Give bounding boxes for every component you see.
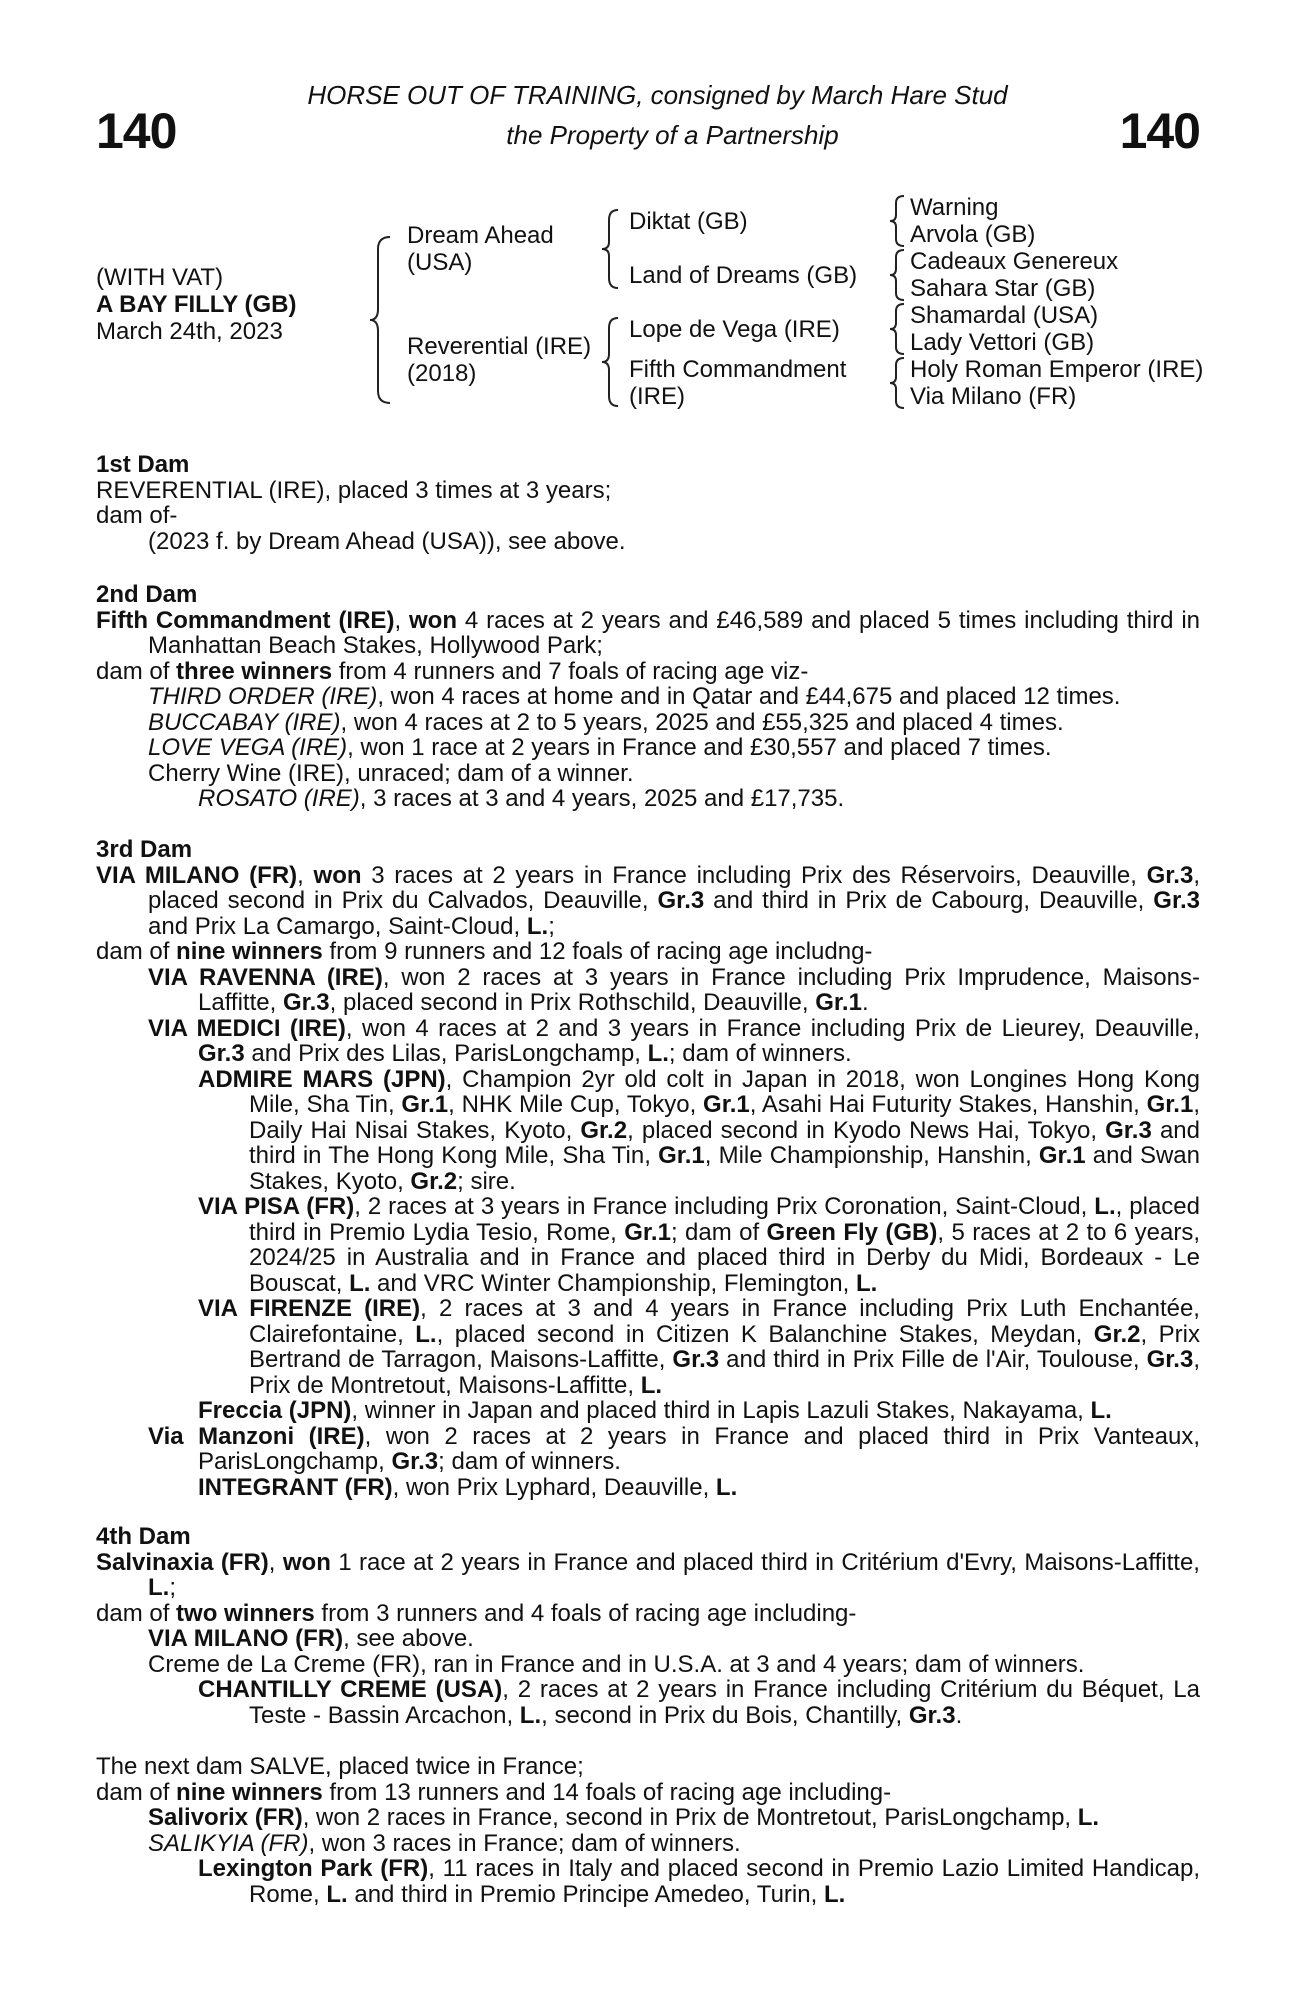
text: ;: [169, 1574, 176, 1601]
lot-number-right: 140: [1119, 103, 1200, 159]
grade: Gr.1: [401, 1091, 449, 1118]
text: , won 3 races in France; dam of winners.: [308, 1829, 741, 1857]
pedigree-dd: [629, 356, 846, 410]
text: , Champion 2yr old colt in Japan in 2018, won Longines Hong Kong Mile, Sha Tin,: [249, 1065, 1200, 1118]
grade: Gr.1: [624, 1218, 671, 1246]
pedigree-sss: Warning: [910, 194, 999, 221]
winners-count: nine winners: [176, 938, 323, 965]
progeny-name: Lexington Park (FR): [198, 1855, 429, 1882]
winners-count: nine winners: [176, 1778, 323, 1806]
pedigree-ss: Diktat (GB): [629, 208, 748, 235]
dam-of-suffix: from 13 runners and 14 foals of racing age including-: [329, 1778, 892, 1806]
text: , placed second in Citizen K Balanchine Stakes, Meydan,: [436, 1320, 1094, 1348]
pedigree-ssd: Arvola (GB): [910, 221, 1036, 248]
progeny-via-firenze: [96, 1296, 1200, 1398]
dam-of-suffix: from 9 runners and 12 foals of racing age includng-: [329, 938, 873, 965]
text: .: [861, 989, 869, 1016]
grade: L.: [1090, 1397, 1112, 1424]
text: , won 2 races in France, second in Prix de Montretout, ParisLongchamp,: [302, 1804, 1078, 1831]
progeny-name: VIA MEDICI (IRE): [148, 1014, 346, 1042]
third-dam-won: won: [313, 861, 362, 889]
brace-sire: [600, 208, 622, 290]
text: , placed second in Kyodo News Hai, Tokyo,: [627, 1116, 1106, 1144]
second-dam-entry: Fifth Commandment (IRE), won 4 races at 2 years and £46,589 and placed 5 times including third in Manhattan Beach Stakes, Hollywood Park;: [96, 606, 1201, 659]
progeny-name: LOVE VEGA (IRE): [148, 734, 348, 761]
progeny-name: VIA RAVENNA (IRE): [148, 963, 383, 991]
text: and Prix La Camargo, Saint-Cloud,: [148, 912, 527, 940]
progeny-via-milano: [96, 1626, 1200, 1652]
brace-dd: [888, 356, 908, 410]
text: , second in Prix du Bois, Chantilly,: [541, 1701, 909, 1729]
progeny-name: BUCCABAY (IRE): [148, 708, 341, 736]
progeny-name: VIA FIRENZE (IRE): [198, 1295, 421, 1322]
dam-name: Reverential (IRE): [407, 333, 592, 360]
first-dam-title: 1st Dam: [96, 451, 190, 478]
dam-of-prefix: dam of: [96, 1778, 170, 1806]
progeny-via-ravenna: [96, 965, 1200, 1016]
dam-of-prefix: dam of: [96, 657, 170, 685]
progeny-name: ADMIRE MARS (JPN): [198, 1065, 446, 1093]
progeny-name: Freccia (JPN): [198, 1397, 352, 1424]
second-dam-won: won: [409, 606, 458, 634]
progeny-name: VIA MILANO (FR): [148, 1625, 344, 1652]
subject-vat: (WITH VAT): [96, 264, 224, 291]
progeny-lexington-park: [96, 1856, 1200, 1907]
brace-main: [368, 235, 396, 405]
progeny-name: VIA PISA (FR): [198, 1193, 355, 1220]
text: , winner in Japan and placed third in Lapis Lazuli Stakes, Nakayama,: [351, 1397, 1091, 1424]
progeny-creme-de-la-creme: Creme de La Creme (FR), ran in France and in U.S.A. at 3 and 4 years; dam of winners.: [148, 1650, 1085, 1678]
dd-country: (IRE): [629, 383, 685, 410]
grade: L.: [647, 1040, 669, 1067]
progeny-name: Salivorix (FR): [148, 1804, 303, 1831]
dam-of-prefix: dam of: [96, 1599, 170, 1627]
text: , Prix Bertrand de Tarragon, Maisons-Laffitte,: [249, 1320, 1201, 1373]
second-dam-desc: 4 races at 2 years and £46,589 and placed 5 times including third in Manhattan Beach Stakes, Hollywood Park;: [148, 606, 1201, 659]
second-dam-of: [96, 659, 1200, 685]
progeny-name: ROSATO (IRE): [198, 785, 360, 812]
text: , won Prix Lyphard, Deauville,: [392, 1473, 716, 1501]
progeny-name: CHANTILLY CREME (USA): [198, 1676, 503, 1703]
progeny-rosato: [96, 786, 1200, 812]
text: , see above.: [343, 1625, 474, 1652]
next-dam-line1: The next dam SALVE, placed twice in France;: [96, 1753, 584, 1780]
text: ;: [548, 912, 555, 940]
grade: Gr.1: [815, 989, 862, 1016]
winners-count: three winners: [176, 657, 333, 685]
progeny-freccia: [96, 1398, 1200, 1424]
text: and third in Premio Principe Amedeo, Turin,: [347, 1880, 824, 1908]
text: , Mile Championship, Hanshin,: [704, 1142, 1039, 1169]
grade: Gr.3: [1146, 1346, 1194, 1373]
text: and VRC Winter Championship, Flemington,: [370, 1269, 856, 1297]
text: , 5 races at 2 to 6 years, 2024/25 in Australia and in France and placed third in Derby du Midi, Bordeaux - Le Bouscat,: [249, 1218, 1201, 1297]
grade: Gr.1: [1146, 1091, 1194, 1118]
pedigree-sds: Cadeaux Genereux: [910, 248, 1119, 275]
third-dam-name: VIA MILANO (FR): [96, 861, 298, 889]
fourth-dam-section: [96, 1524, 1200, 1728]
text: .: [955, 1701, 963, 1729]
grade: Gr.1: [1038, 1142, 1086, 1169]
text: , Daily Hai Nisai Stakes, Kyoto,: [249, 1091, 1200, 1144]
dd-name: Fifth Commandment: [629, 356, 847, 383]
pedigree-sire: [407, 222, 554, 276]
subject-foaled: March 24th, 2023: [96, 318, 283, 345]
grade: L.: [640, 1371, 663, 1399]
progeny-integrant: [96, 1475, 1200, 1501]
grade: Gr.3: [1105, 1116, 1152, 1144]
subject-name: A BAY FILLY (GB): [96, 291, 297, 318]
fourth-dam-entry: Salvinaxia (FR), won 1 race at 2 years in France and placed third in Critérium d'Evry, Maisons-Laffitte, L.;: [96, 1548, 1200, 1601]
text: and third in Prix de Cabourg, Deauville,: [704, 887, 1154, 914]
pedigree-sd: Land of Dreams (GB): [629, 262, 858, 289]
text: ; dam of winners.: [668, 1040, 852, 1067]
text: , 2 races at 3 and 4 years in France including Prix Luth Enchantée, Clairefontaine,: [249, 1295, 1200, 1348]
fourth-dam-title: 4th Dam: [96, 1523, 191, 1550]
progeny-cherry-wine: Cherry Wine (IRE), unraced; dam of a winner.: [148, 759, 634, 787]
progeny-name: SALIKYIA (FR): [148, 1829, 309, 1857]
sire-name: Dream Ahead: [407, 222, 554, 249]
second-dam-section: [96, 582, 1200, 812]
grade: L.: [349, 1269, 371, 1297]
progeny-via-pisa: [96, 1194, 1200, 1296]
grade: L.: [715, 1473, 738, 1501]
next-dam-of: [96, 1780, 1200, 1806]
progeny-salikyia: [96, 1831, 1200, 1857]
second-dam-name: Fifth Commandment (IRE): [96, 606, 395, 634]
progeny-buccabay: [96, 710, 1200, 736]
grade: Gr.3: [1146, 861, 1194, 889]
grade: Gr.3: [657, 887, 705, 914]
grade: L.: [326, 1880, 348, 1908]
pedigree-dsd: Lady Vettori (GB): [910, 329, 1095, 356]
grade: Gr.2: [410, 1167, 458, 1195]
brace-sd: [888, 248, 908, 302]
text: ; dam of: [670, 1218, 767, 1246]
text: and third in The Hong Kong Mile, Sha Tin,: [249, 1116, 1200, 1169]
text: and third in Prix Fille de l'Air, Toulouse,: [719, 1346, 1147, 1373]
header-consignor: HORSE OUT OF TRAINING, consigned by March Hare Stud: [307, 80, 1008, 110]
third-dam-entry: VIA MILANO (FR), won 3 races at 2 years in France including Prix des Réservoirs, Deauville, Gr.3, placed second in Prix du Calvados, Deauville, Gr.3 and third in Prix de Cabourg, Deauville, Gr.3 and Prix La Camargo, Saint-Cloud, L.;: [96, 861, 1200, 940]
grade: L.: [1094, 1193, 1116, 1220]
pedigree-ds: Lope de Vega (IRE): [629, 316, 840, 343]
grade: Gr.2: [580, 1116, 628, 1144]
fourth-dam-won: won: [282, 1548, 331, 1576]
fourth-dam-name: Salvinaxia (FR): [96, 1548, 269, 1576]
grade: L.: [148, 1574, 170, 1601]
fourth-dam-of: [96, 1601, 1200, 1627]
pedigree-sdd: Sahara Star (GB): [910, 275, 1096, 302]
grade: Gr.3: [1153, 887, 1200, 914]
progeny-name: Via Manzoni (IRE): [148, 1422, 365, 1450]
progeny-via-medici: [96, 1016, 1200, 1067]
grade: Gr.1: [658, 1142, 705, 1169]
grade: Gr.3: [282, 989, 330, 1016]
pedigree-dds: Holy Roman Emperor (IRE): [910, 356, 1204, 383]
first-dam-section: [96, 452, 1200, 554]
text: , placed second in Prix Rothschild, Deauville,: [329, 989, 816, 1016]
text: , placed second in Prix du Calvados, Deauville,: [148, 861, 1200, 914]
dam-year: (2018): [407, 360, 477, 387]
dam-of-prefix: dam of: [96, 938, 170, 965]
grade: Gr.2: [1093, 1320, 1141, 1348]
third-dam-section: [96, 837, 1200, 1500]
grade: L.: [526, 912, 549, 940]
grade: Gr.3: [672, 1346, 720, 1373]
first-dam-line2: dam of-: [96, 502, 178, 529]
text: , 2 races at 3 years in France including Prix Coronation, Saint-Cloud,: [354, 1193, 1095, 1220]
grade: Gr.3: [198, 1040, 245, 1067]
text: , won 2 races at 3 years in France including Prix Imprudence, Maisons-Laffitte,: [198, 963, 1200, 1016]
text: , 11 races in Italy and placed second in Premio Lazio Limited Handicap, Rome,: [249, 1855, 1200, 1908]
text: ; dam of winners.: [438, 1448, 621, 1475]
text: , won 4 races at 2 and 3 years in France including Prix de Lieurey, Deauville,: [345, 1014, 1200, 1042]
grade: Gr.3: [908, 1701, 956, 1729]
progeny-name: INTEGRANT (FR): [198, 1473, 393, 1501]
next-dam-section: [96, 1754, 1200, 1907]
third-dam-title: 3rd Dam: [96, 836, 193, 863]
lot-number-left: 140: [96, 103, 177, 159]
text: ; sire.: [457, 1167, 516, 1195]
progeny-text: , 3 races at 3 and 4 years, 2025 and £17,735.: [359, 785, 845, 812]
pedigree-dam: [407, 333, 591, 387]
pedigree-ddd: Via Milano (FR): [910, 383, 1077, 410]
progeny-name: Green Fly (GB): [766, 1218, 938, 1246]
second-dam-title: 2nd Dam: [96, 581, 198, 608]
text: , Prix de Montretout, Maisons-Laffitte,: [249, 1346, 1200, 1399]
text: , NHK Mile Cup, Tokyo,: [448, 1091, 704, 1118]
brace-ss: [888, 194, 908, 248]
progeny-love-vega: [96, 735, 1200, 761]
progeny-text: , won 4 races at 2 to 5 years, 2025 and £55,325 and placed 4 times.: [340, 708, 1064, 736]
brace-dam: [600, 316, 622, 408]
dam-of-suffix: from 4 runners and 7 foals of racing age viz-: [338, 657, 809, 685]
text: , won 2 races at 2 years in France and placed third in Prix Vanteaux, ParisLongchamp,: [198, 1422, 1200, 1475]
text: , placed third in Premio Lydia Tesio, Rome,: [249, 1193, 1200, 1246]
progeny-admire-mars: [96, 1067, 1200, 1195]
brace-ds: [888, 302, 908, 356]
progeny-text: , won 4 races at home and in Qatar and £44,675 and placed 12 times.: [377, 683, 1121, 710]
text: 3 races at 2 years in France including Prix des Réservoirs, Deauville,: [361, 861, 1147, 889]
text: , 2 races at 2 years in France including Critérium du Béquet, La Teste - Bassin Arcachon,: [249, 1676, 1200, 1729]
text: and Swan Stakes, Kyoto,: [249, 1142, 1200, 1195]
text: , Asahi Hai Futurity Stakes, Hanshin,: [749, 1091, 1147, 1118]
dam-of-suffix: from 3 runners and 4 foals of racing age including-: [321, 1599, 857, 1627]
progeny-via-manzoni: [96, 1424, 1200, 1475]
progeny-text: , won 1 race at 2 years in France and £30,557 and placed 7 times.: [347, 734, 1052, 761]
grade: L.: [415, 1320, 437, 1348]
first-dam-line1: REVERENTIAL (IRE), placed 3 times at 3 years;: [96, 476, 612, 504]
progeny-salivorix: [96, 1805, 1200, 1831]
text: 1 race at 2 years in France and placed third in Critérium d'Evry, Maisons-Laffitte,: [330, 1548, 1200, 1576]
progeny-chantilly-creme: [96, 1677, 1200, 1728]
sire-country: (USA): [407, 249, 473, 276]
third-dam-of: [96, 939, 1200, 965]
header-property: the Property of a Partnership: [506, 120, 839, 150]
grade: Gr.3: [391, 1448, 439, 1475]
grade: L.: [1077, 1804, 1100, 1831]
grade: L.: [855, 1269, 878, 1297]
progeny-third-order: [96, 684, 1200, 710]
text: and Prix des Lilas, ParisLongchamp,: [244, 1040, 648, 1067]
grade: Gr.1: [703, 1091, 750, 1118]
progeny-name: THIRD ORDER (IRE): [148, 683, 378, 710]
first-dam-line3: (2023 f. by Dream Ahead (USA)), see above.: [148, 527, 626, 555]
winners-count: two winners: [176, 1599, 315, 1627]
grade: L.: [519, 1701, 542, 1729]
pedigree-dss: Shamardal (USA): [910, 302, 1099, 329]
grade: L.: [823, 1880, 846, 1908]
